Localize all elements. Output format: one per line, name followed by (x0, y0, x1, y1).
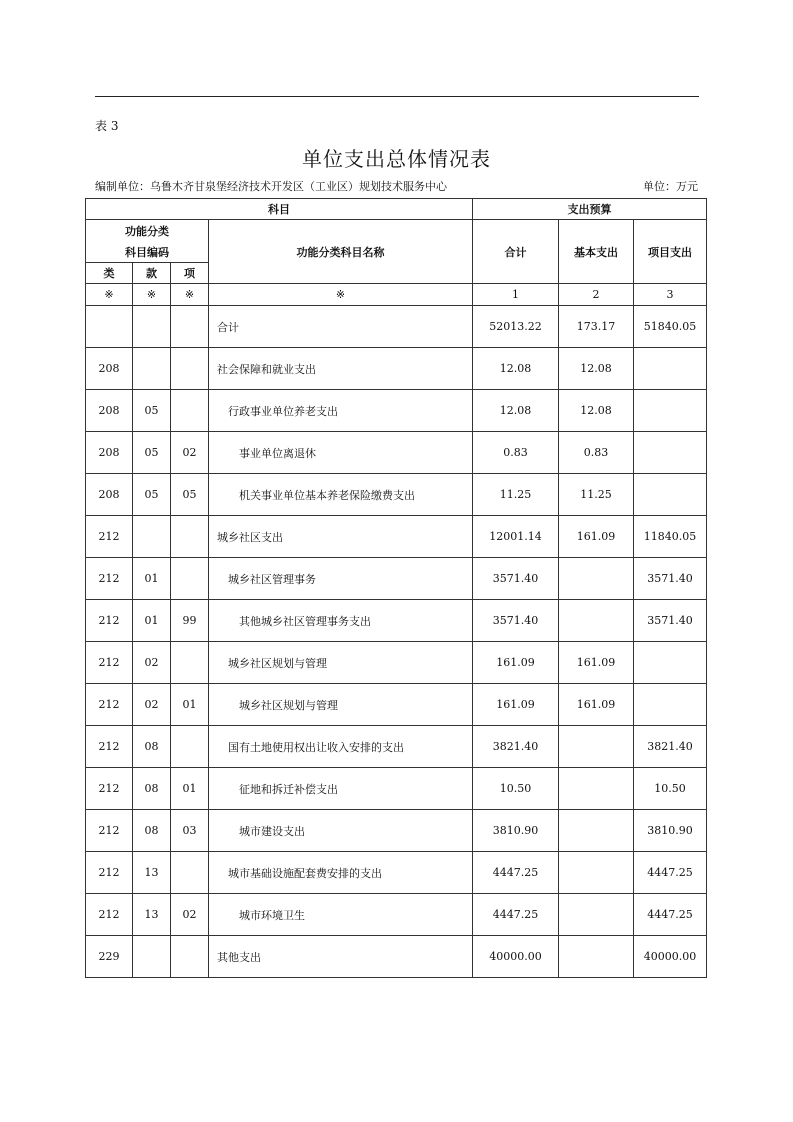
cell-name: 合计 (209, 306, 473, 348)
cell-kuan: 08 (133, 768, 171, 810)
cell-project: 3810.90 (634, 810, 707, 852)
cell-total: 4447.25 (473, 894, 559, 936)
cell-kuan: 01 (133, 558, 171, 600)
cell-project: 11840.05 (634, 516, 707, 558)
table-row (86, 852, 707, 894)
table-row (86, 516, 707, 558)
cell-lei (86, 306, 133, 348)
table-number: 表 3 (95, 119, 119, 133)
cell-basic (559, 558, 634, 600)
cell-xiang (171, 852, 209, 894)
table-row (86, 684, 707, 726)
cell-project (634, 642, 707, 684)
cell-kuan: 08 (133, 726, 171, 768)
cell-basic (559, 810, 634, 852)
cell-kuan (133, 306, 171, 348)
cell-name: 国有土地使用权出让收入安排的支出 (209, 726, 473, 768)
cell-xiang (171, 348, 209, 390)
table-row (86, 600, 707, 642)
cell-total: 3571.40 (473, 558, 559, 600)
cell-xiang: 02 (171, 432, 209, 474)
cell-name: 事业单位离退休 (209, 432, 473, 474)
cell-project (634, 432, 707, 474)
cell-name: 机关事业单位基本养老保险缴费支出 (209, 474, 473, 516)
table-row (86, 348, 707, 390)
cell-xiang (171, 306, 209, 348)
cell-lei: 212 (86, 684, 133, 726)
header-xiang: 项 (171, 263, 209, 284)
table-row (86, 642, 707, 684)
symbol-cell: 1 (473, 284, 559, 306)
cell-name: 征地和拆迁补偿支出 (209, 768, 473, 810)
header-total: 合计 (473, 220, 559, 284)
cell-xiang: 02 (171, 894, 209, 936)
cell-lei: 208 (86, 390, 133, 432)
cell-total: 52013.22 (473, 306, 559, 348)
header-lei: 类 (86, 263, 133, 284)
cell-total: 12.08 (473, 348, 559, 390)
cell-name: 行政事业单位养老支出 (209, 390, 473, 432)
cell-lei: 208 (86, 474, 133, 516)
header-budget: 支出预算 (473, 199, 707, 220)
table-row (86, 432, 707, 474)
header-func-name: 功能分类科目名称 (209, 220, 473, 284)
cell-total: 12001.14 (473, 516, 559, 558)
cell-xiang (171, 936, 209, 978)
cell-basic (559, 600, 634, 642)
cell-lei: 212 (86, 642, 133, 684)
cell-kuan: 13 (133, 894, 171, 936)
cell-project: 3821.40 (634, 726, 707, 768)
cell-kuan (133, 516, 171, 558)
currency-unit: 单位：万元 (643, 180, 698, 193)
cell-xiang (171, 642, 209, 684)
cell-basic: 161.09 (559, 516, 634, 558)
cell-kuan: 05 (133, 474, 171, 516)
table-row (86, 474, 707, 516)
cell-lei: 212 (86, 516, 133, 558)
table-row (86, 390, 707, 432)
cell-lei: 212 (86, 600, 133, 642)
cell-kuan: 02 (133, 642, 171, 684)
cell-basic (559, 936, 634, 978)
cell-kuan (133, 936, 171, 978)
cell-total: 3821.40 (473, 726, 559, 768)
cell-basic: 12.08 (559, 390, 634, 432)
cell-total: 0.83 (473, 432, 559, 474)
cell-total: 3810.90 (473, 810, 559, 852)
cell-lei: 212 (86, 852, 133, 894)
header-project: 项目支出 (634, 220, 707, 284)
compiling-unit: 编制单位：乌鲁木齐甘泉堡经济技术开发区（工业区）规划技术服务中心 (95, 180, 447, 193)
cell-xiang (171, 726, 209, 768)
header-kuan: 款 (133, 263, 171, 284)
cell-name: 社会保障和就业支出 (209, 348, 473, 390)
cell-lei: 208 (86, 348, 133, 390)
cell-xiang: 01 (171, 684, 209, 726)
cell-basic: 173.17 (559, 306, 634, 348)
cell-project (634, 684, 707, 726)
table-row (86, 306, 707, 348)
cell-project: 10.50 (634, 768, 707, 810)
cell-lei: 212 (86, 768, 133, 810)
cell-project (634, 474, 707, 516)
cell-basic (559, 894, 634, 936)
cell-total: 12.08 (473, 390, 559, 432)
cell-lei: 212 (86, 558, 133, 600)
cell-total: 11.25 (473, 474, 559, 516)
header-subject-code: 科目编码 (86, 241, 209, 263)
cell-name: 城市环境卫生 (209, 894, 473, 936)
cell-kuan: 01 (133, 600, 171, 642)
cell-lei: 212 (86, 726, 133, 768)
cell-project: 40000.00 (634, 936, 707, 978)
expenditure-table (85, 198, 707, 978)
top-rule (95, 96, 699, 97)
cell-basic (559, 726, 634, 768)
table-row (86, 894, 707, 936)
symbol-row (86, 284, 707, 306)
cell-xiang: 99 (171, 600, 209, 642)
cell-name: 其他城乡社区管理事务支出 (209, 600, 473, 642)
cell-project (634, 390, 707, 432)
cell-total: 161.09 (473, 684, 559, 726)
table-row (86, 558, 707, 600)
cell-name: 城乡社区支出 (209, 516, 473, 558)
cell-name: 城乡社区规划与管理 (209, 684, 473, 726)
cell-xiang: 03 (171, 810, 209, 852)
cell-project: 3571.40 (634, 600, 707, 642)
cell-xiang: 05 (171, 474, 209, 516)
cell-basic: 11.25 (559, 474, 634, 516)
cell-basic: 0.83 (559, 432, 634, 474)
cell-kuan: 05 (133, 390, 171, 432)
table-row (86, 768, 707, 810)
symbol-cell: ※ (133, 284, 171, 306)
cell-xiang (171, 516, 209, 558)
cell-xiang (171, 390, 209, 432)
cell-total: 3571.40 (473, 600, 559, 642)
cell-basic: 161.09 (559, 642, 634, 684)
cell-lei: 212 (86, 894, 133, 936)
cell-kuan: 05 (133, 432, 171, 474)
cell-project: 4447.25 (634, 852, 707, 894)
cell-name: 城乡社区管理事务 (209, 558, 473, 600)
cell-name: 城乡社区规划与管理 (209, 642, 473, 684)
cell-lei: 229 (86, 936, 133, 978)
cell-basic: 161.09 (559, 684, 634, 726)
cell-total: 40000.00 (473, 936, 559, 978)
symbol-cell: ※ (171, 284, 209, 306)
cell-project: 4447.25 (634, 894, 707, 936)
cell-xiang (171, 558, 209, 600)
cell-name: 其他支出 (209, 936, 473, 978)
cell-total: 10.50 (473, 768, 559, 810)
header-basic: 基本支出 (559, 220, 634, 284)
cell-kuan: 02 (133, 684, 171, 726)
cell-kuan: 13 (133, 852, 171, 894)
cell-kuan: 08 (133, 810, 171, 852)
table-row (86, 936, 707, 978)
table-row (86, 810, 707, 852)
cell-project: 51840.05 (634, 306, 707, 348)
cell-xiang: 01 (171, 768, 209, 810)
page-title: 单位支出总体情况表 (302, 147, 491, 171)
symbol-cell: 2 (559, 284, 634, 306)
cell-total: 161.09 (473, 642, 559, 684)
cell-total: 4447.25 (473, 852, 559, 894)
cell-lei: 212 (86, 810, 133, 852)
cell-basic (559, 768, 634, 810)
cell-kuan (133, 348, 171, 390)
cell-name: 城市建设支出 (209, 810, 473, 852)
cell-basic (559, 852, 634, 894)
symbol-cell: ※ (209, 284, 473, 306)
symbol-cell: ※ (86, 284, 133, 306)
table-row (86, 726, 707, 768)
cell-project (634, 348, 707, 390)
cell-lei: 208 (86, 432, 133, 474)
header-func-class: 功能分类 (86, 220, 209, 242)
symbol-cell: 3 (634, 284, 707, 306)
cell-basic: 12.08 (559, 348, 634, 390)
header-subject: 科目 (86, 199, 473, 220)
cell-name: 城市基础设施配套费安排的支出 (209, 852, 473, 894)
cell-project: 3571.40 (634, 558, 707, 600)
